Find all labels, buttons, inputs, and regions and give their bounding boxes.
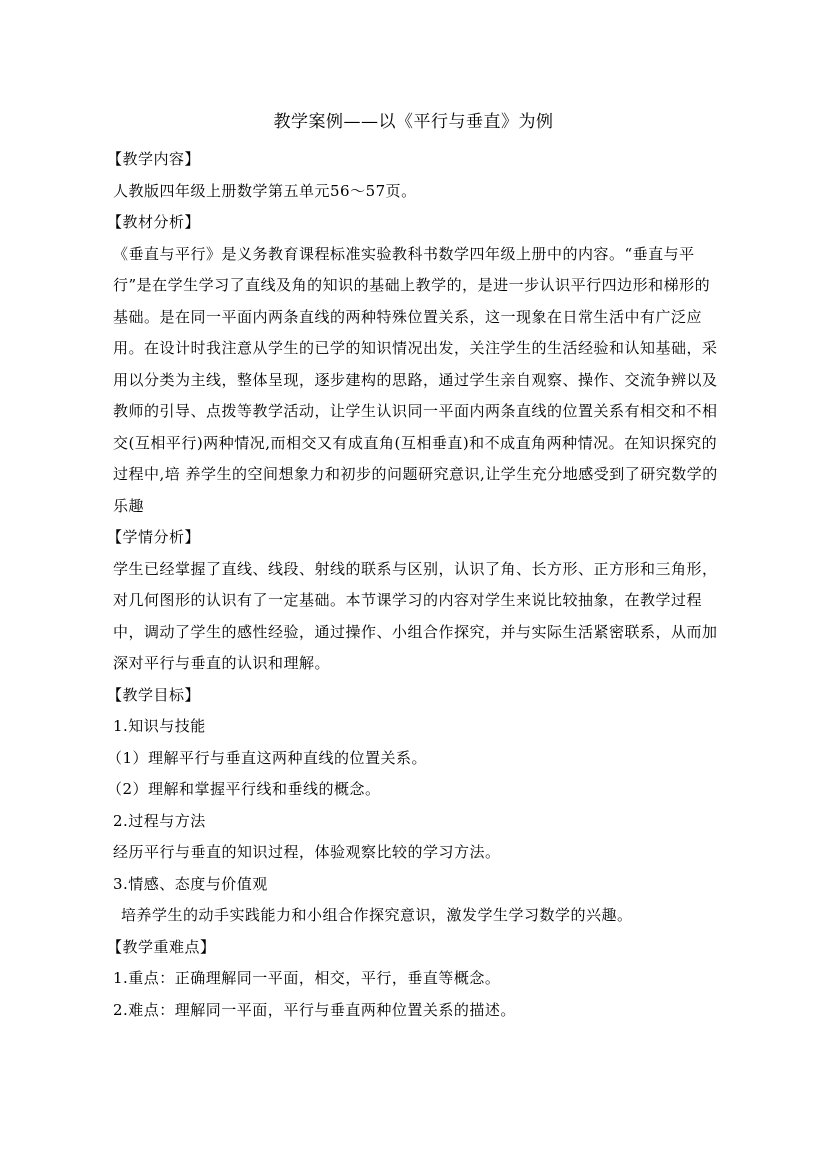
section-text-students: 学生已经掌握了直线、线段、射线的联系与区别，认识了角、长方形、正方形和三角形，对几何图形的认识有了一定基础。本节课学习的内容对学生来说比较抽象，在教学过程中，调动了学生的感性经验，通过操作、小组合作探究，并与实际生活紧密联系，从而加深对平行与垂直的认识和理解。: [113, 559, 718, 672]
keypoint-2: 2.难点：理解同一平面，平行与垂直两种位置关系的描述。: [113, 1000, 516, 1019]
goal-3-title: 3.情感、态度与价值观: [113, 874, 268, 893]
goal-1-title: 1.知识与技能: [113, 717, 206, 735]
section-heading-students: 【学情分析】: [107, 528, 201, 546]
goal-1-item-2: （2）理解和掌握平行线和垂线的概念。: [107, 780, 381, 798]
section-text-material: 《垂直与平行》是义务教育课程标准实验教科书数学四年级上册中的内容。“垂直与平行”是在学生学习了直线及角的知识的基础上教学的，是进一步认识平行四边形和梯形的基础。是在同一平面内两条直线的两种特殊位置关系，这一现象在日常生活中有广泛应用。在设计时我注意从学生的已学的知识情况出发，关注学生的生活经验和认知基础，采用以分类为主线，整体呈现，逐步建构的思路，通过学生亲自观察、操作、交流争辨以及教师的引导、点拨等教学活动，让学生认识同一平面内两条直线的位置关系有相交和不相交(互相平行)两种情况,而相交又有成直角(互相垂直)和不成直角两种情况。在知识探究的过程中,培 养学生的空间想象力和初步的问题研究意识,让学生充分地感受到了研究数学的乐趣: [113, 244, 718, 515]
goal-1-item-1: （1）理解平行与垂直这两种直线的位置关系。: [107, 748, 428, 767]
section-heading-material: 【教材分析】: [107, 213, 201, 231]
document-title: 教学案例——以《平行与垂直》为例: [273, 112, 554, 132]
section-heading-goals: 【教学目标】: [107, 685, 201, 704]
goal-2-title: 2.过程与方法: [113, 811, 206, 830]
goal-3-text: 培养学生的动手实践能力和小组合作探究意识，激发学生学习数学的兴趣。: [121, 906, 633, 924]
section-heading-content: 【教学内容】: [107, 150, 201, 168]
document-body: [107, 144, 723, 1026]
goal-2-text: 经历平行与垂直的知识过程，体验观察比较的学习方法。: [113, 843, 501, 861]
keypoint-1: 1.重点：正确理解同一平面，相交，平行，垂直等概念。: [113, 969, 501, 987]
section-text-content: 人教版四年级上册数学第五单元56～57页。: [113, 181, 417, 200]
section-heading-keypoints: 【教学重难点】: [107, 937, 216, 956]
